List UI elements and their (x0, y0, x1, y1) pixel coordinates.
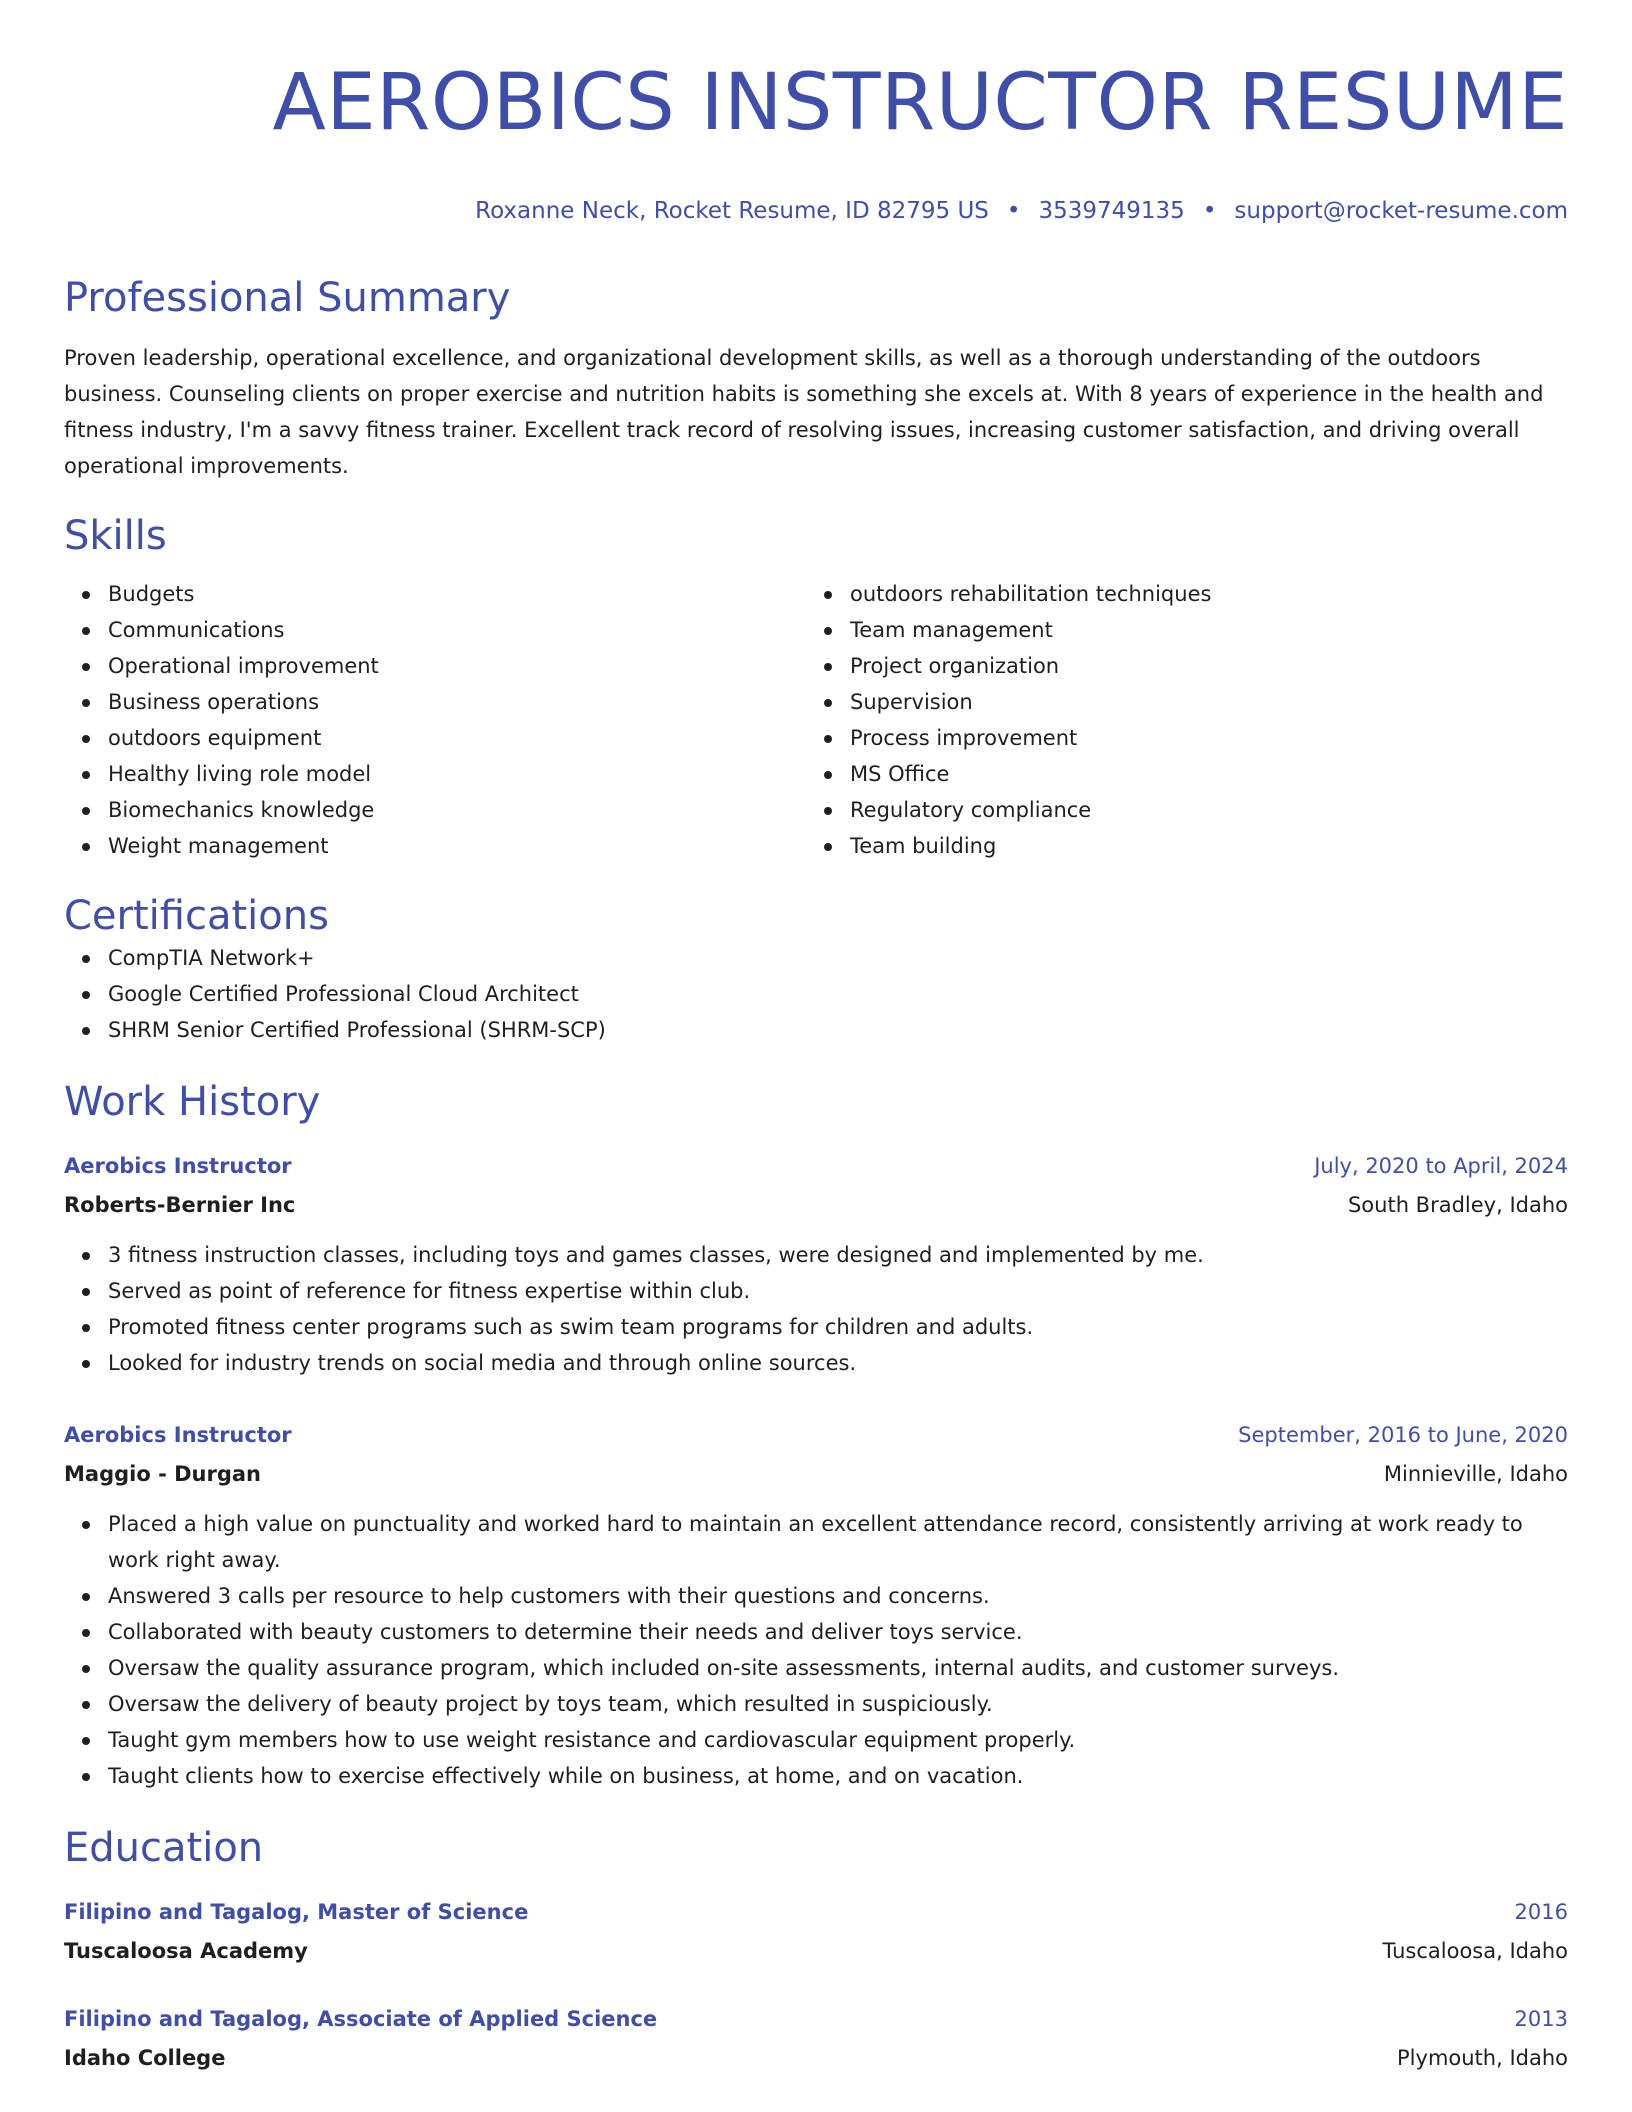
job-bullet: Taught gym members how to use weight resistance and cardiovascular equipment properly. (108, 1722, 1568, 1758)
skills-list-right (806, 576, 1548, 864)
education-location: Plymouth, Idaho (1397, 2046, 1568, 2070)
skill-item: Process improvement (850, 720, 1548, 756)
education-school: Tuscaloosa Academy (64, 1939, 308, 1963)
skill-item: Budgets (108, 576, 806, 612)
certification-item: CompTIA Network+ (108, 940, 1568, 976)
skill-item: Regulatory compliance (850, 792, 1548, 828)
certifications-heading: Certifications (64, 893, 329, 939)
skills-columns (64, 576, 1568, 864)
education-header (64, 1894, 1568, 1930)
resume-title: AEROBICS INSTRUCTOR RESUME (272, 58, 1568, 148)
skill-item: Healthy living role model (108, 756, 806, 792)
job-bullet: Collaborated with beauty customers to determine their needs and deliver toys service. (108, 1614, 1568, 1650)
education-year: 2016 (1514, 1900, 1568, 1924)
skill-item: Team management (850, 612, 1548, 648)
job-company: Roberts-Bernier Inc (64, 1193, 296, 1217)
job-bullet: Looked for industry trends on social media and through online sources. (108, 1345, 1568, 1381)
job-role: Aerobics Instructor (64, 1423, 292, 1447)
education-school: Idaho College (64, 2046, 226, 2070)
job-header (64, 1148, 1568, 1184)
job-bullets (64, 1237, 1568, 1381)
resume-page (64, 0, 1568, 2076)
education-degree: Filipino and Tagalog, Master of Science (64, 1900, 529, 1924)
job-dates: July, 2020 to April, 2024 (1314, 1154, 1568, 1178)
education-heading: Education (64, 1825, 264, 1871)
job-role: Aerobics Instructor (64, 1154, 292, 1178)
contact-separator: • (1006, 198, 1021, 224)
job-bullet: Taught clients how to exercise effectively while on business, at home, and on vacation. (108, 1758, 1568, 1794)
certification-item: Google Certified Professional Cloud Architect (108, 976, 1568, 1012)
education-entry (64, 1894, 1568, 1969)
summary-heading: Professional Summary (64, 275, 511, 321)
work-history-heading: Work History (64, 1079, 321, 1125)
skill-item: outdoors equipment (108, 720, 806, 756)
contact-separator: • (1202, 198, 1217, 224)
job-entry (64, 1148, 1568, 1381)
skill-item: Weight management (108, 828, 806, 864)
summary-text: Proven leadership, operational excellence, and organizational development skills, as well as a thorough understanding of the outdoors business. Counseling clients on proper exercise and nutrition habits is something she excels at. With 8 years of experience in the health and fitness industry, I'm a savvy fitness trainer. Excellent track record of resolving issues, increasing customer satisfaction, and driving overall operational improvements. (64, 346, 1544, 478)
contact-line (64, 196, 1568, 226)
job-bullet: Oversaw the delivery of beauty project by toys team, which resulted in suspiciously. (108, 1686, 1568, 1722)
skill-item: Operational improvement (108, 648, 806, 684)
skill-item: Biomechanics knowledge (108, 792, 806, 828)
skills-column-left (64, 576, 806, 864)
job-company: Maggio - Durgan (64, 1462, 261, 1486)
certification-item: SHRM Senior Certified Professional (SHRM-SCP) (108, 1012, 1568, 1048)
job-location: Minnieville, Idaho (1383, 1462, 1568, 1486)
skills-column-right (806, 576, 1548, 864)
education-location: Tuscaloosa, Idaho (1382, 1939, 1568, 1963)
contact-phone: 3539749135 (1038, 198, 1185, 224)
job-location: South Bradley, Idaho (1347, 1193, 1568, 1217)
skill-item: Team building (850, 828, 1548, 864)
education-header (64, 2001, 1568, 2037)
job-subheader (64, 1456, 1568, 1492)
education-degree: Filipino and Tagalog, Associate of Applied Science (64, 2007, 658, 2031)
education-year: 2013 (1514, 2007, 1568, 2031)
certifications-list (64, 940, 1568, 1048)
job-subheader (64, 1187, 1568, 1223)
job-bullet: Oversaw the quality assurance program, which included on-site assessments, internal audits, and customer surveys. (108, 1650, 1568, 1686)
job-header (64, 1417, 1568, 1453)
education-subheader (64, 2040, 1568, 2076)
job-bullet: Answered 3 calls per resource to help customers with their questions and concerns. (108, 1578, 1568, 1614)
skill-item: Supervision (850, 684, 1548, 720)
skill-item: outdoors rehabilitation techniques (850, 576, 1548, 612)
job-bullet: Promoted fitness center programs such as swim team programs for children and adults. (108, 1309, 1568, 1345)
job-bullet: Placed a high value on punctuality and worked hard to maintain an excellent attendance record, consistently arriving at work ready to work right away. (108, 1506, 1568, 1578)
skills-heading: Skills (64, 513, 167, 559)
skill-item: MS Office (850, 756, 1548, 792)
education-subheader (64, 1933, 1568, 1969)
skill-item: Business operations (108, 684, 806, 720)
job-dates: September, 2016 to June, 2020 (1238, 1423, 1568, 1447)
education-entry (64, 2001, 1568, 2076)
skills-list-left (64, 576, 806, 864)
job-bullet: 3 fitness instruction classes, including toys and games classes, were designed and implemented by me. (108, 1237, 1568, 1273)
skill-item: Communications (108, 612, 806, 648)
job-bullets (64, 1506, 1568, 1794)
contact-email: support@rocket-resume.com (1234, 198, 1568, 224)
skill-item: Project organization (850, 648, 1548, 684)
job-entry (64, 1417, 1568, 1794)
job-bullet: Served as point of reference for fitness expertise within club. (108, 1273, 1568, 1309)
contact-name-location: Roxanne Neck, Rocket Resume, ID 82795 US (475, 198, 989, 224)
